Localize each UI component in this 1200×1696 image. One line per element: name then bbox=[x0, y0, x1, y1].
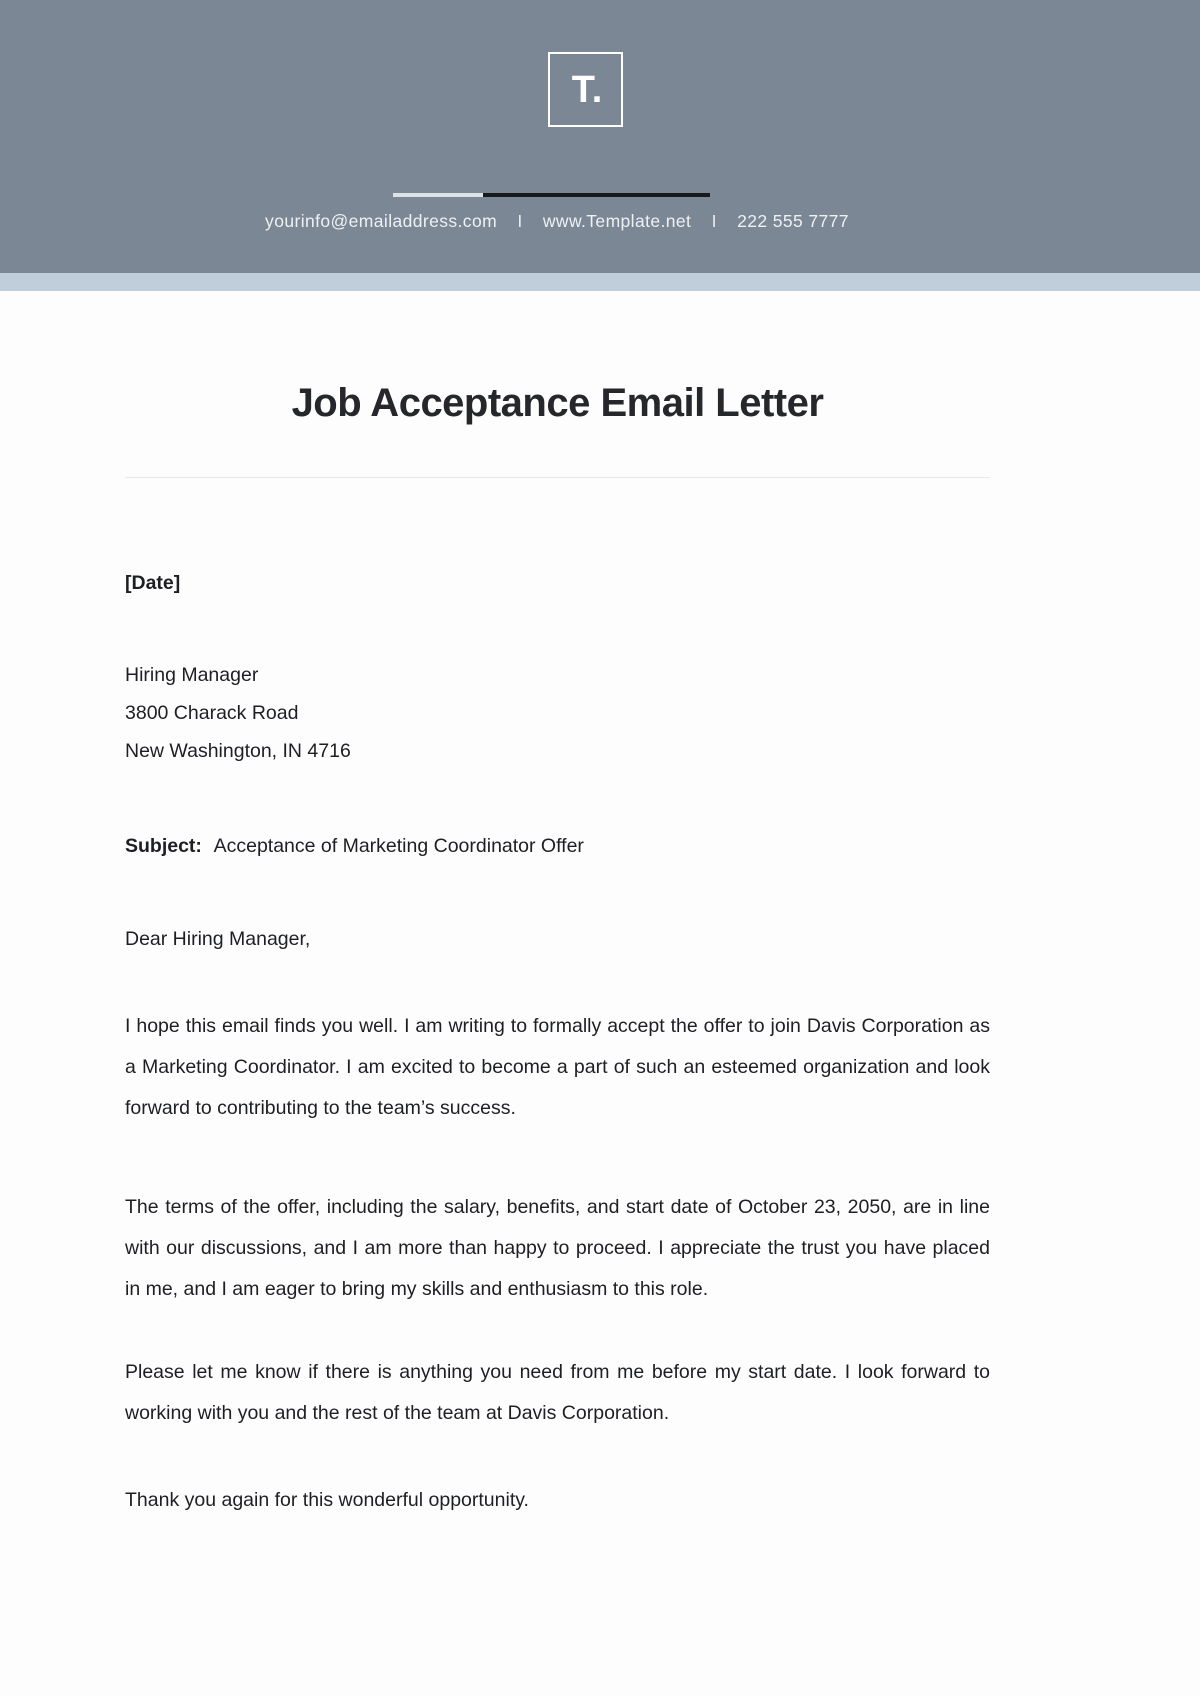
contact-separator: I bbox=[517, 211, 523, 231]
closing-line: Thank you again for this wonderful opportunity. bbox=[125, 1489, 529, 1511]
recipient-address bbox=[125, 656, 990, 770]
divider-light-segment bbox=[393, 193, 483, 197]
body-paragraph-1: I hope this email finds you well. I am writing to formally accept the offer to join Davis Corporation as a Marketing Coordinator. I am excited to become a part of such an esteemed organization and look forward to contributing to the team’s success. bbox=[125, 1015, 990, 1119]
subject-label: Subject: bbox=[125, 835, 202, 857]
subject-text: Acceptance of Marketing Coordinator Offer bbox=[213, 835, 584, 857]
document-title: Job Acceptance Email Letter bbox=[291, 381, 824, 425]
contact-phone: 222 555 7777 bbox=[737, 211, 849, 231]
body-paragraph-2: The terms of the offer, including the salary, benefits, and start date of October 23, 2050, are in line with our discussions, and I am more than happy to proceed. I appreciate the trust you have placed in me, and I am eager to bring my skills and enthusiasm to this role. bbox=[125, 1196, 990, 1300]
contact-line bbox=[0, 211, 1114, 232]
recipient-name: Hiring Manager bbox=[125, 664, 259, 686]
recipient-street: 3800 Charack Road bbox=[125, 702, 299, 724]
contact-email: yourinfo@emailaddress.com bbox=[265, 211, 498, 231]
salutation: Dear Hiring Manager, bbox=[125, 928, 311, 950]
header-divider bbox=[393, 193, 710, 197]
accent-strip bbox=[0, 273, 1200, 291]
contact-website: www.Template.net bbox=[542, 211, 692, 231]
divider-dark-segment bbox=[483, 193, 710, 197]
brand-logo bbox=[548, 52, 623, 127]
logo-monogram: T. bbox=[571, 68, 604, 111]
contact-separator: I bbox=[711, 211, 717, 231]
letter-body bbox=[125, 379, 990, 1521]
letterhead bbox=[0, 0, 1200, 273]
recipient-city: New Washington, IN 4716 bbox=[125, 740, 351, 762]
subject-line bbox=[125, 826, 990, 867]
title-divider bbox=[125, 477, 990, 478]
date-placeholder: [Date] bbox=[125, 572, 181, 594]
body-paragraph-3: Please let me know if there is anything you need from me before my start date. I look forward to working with you and the rest of the team at Davis Corporation. bbox=[125, 1361, 990, 1424]
